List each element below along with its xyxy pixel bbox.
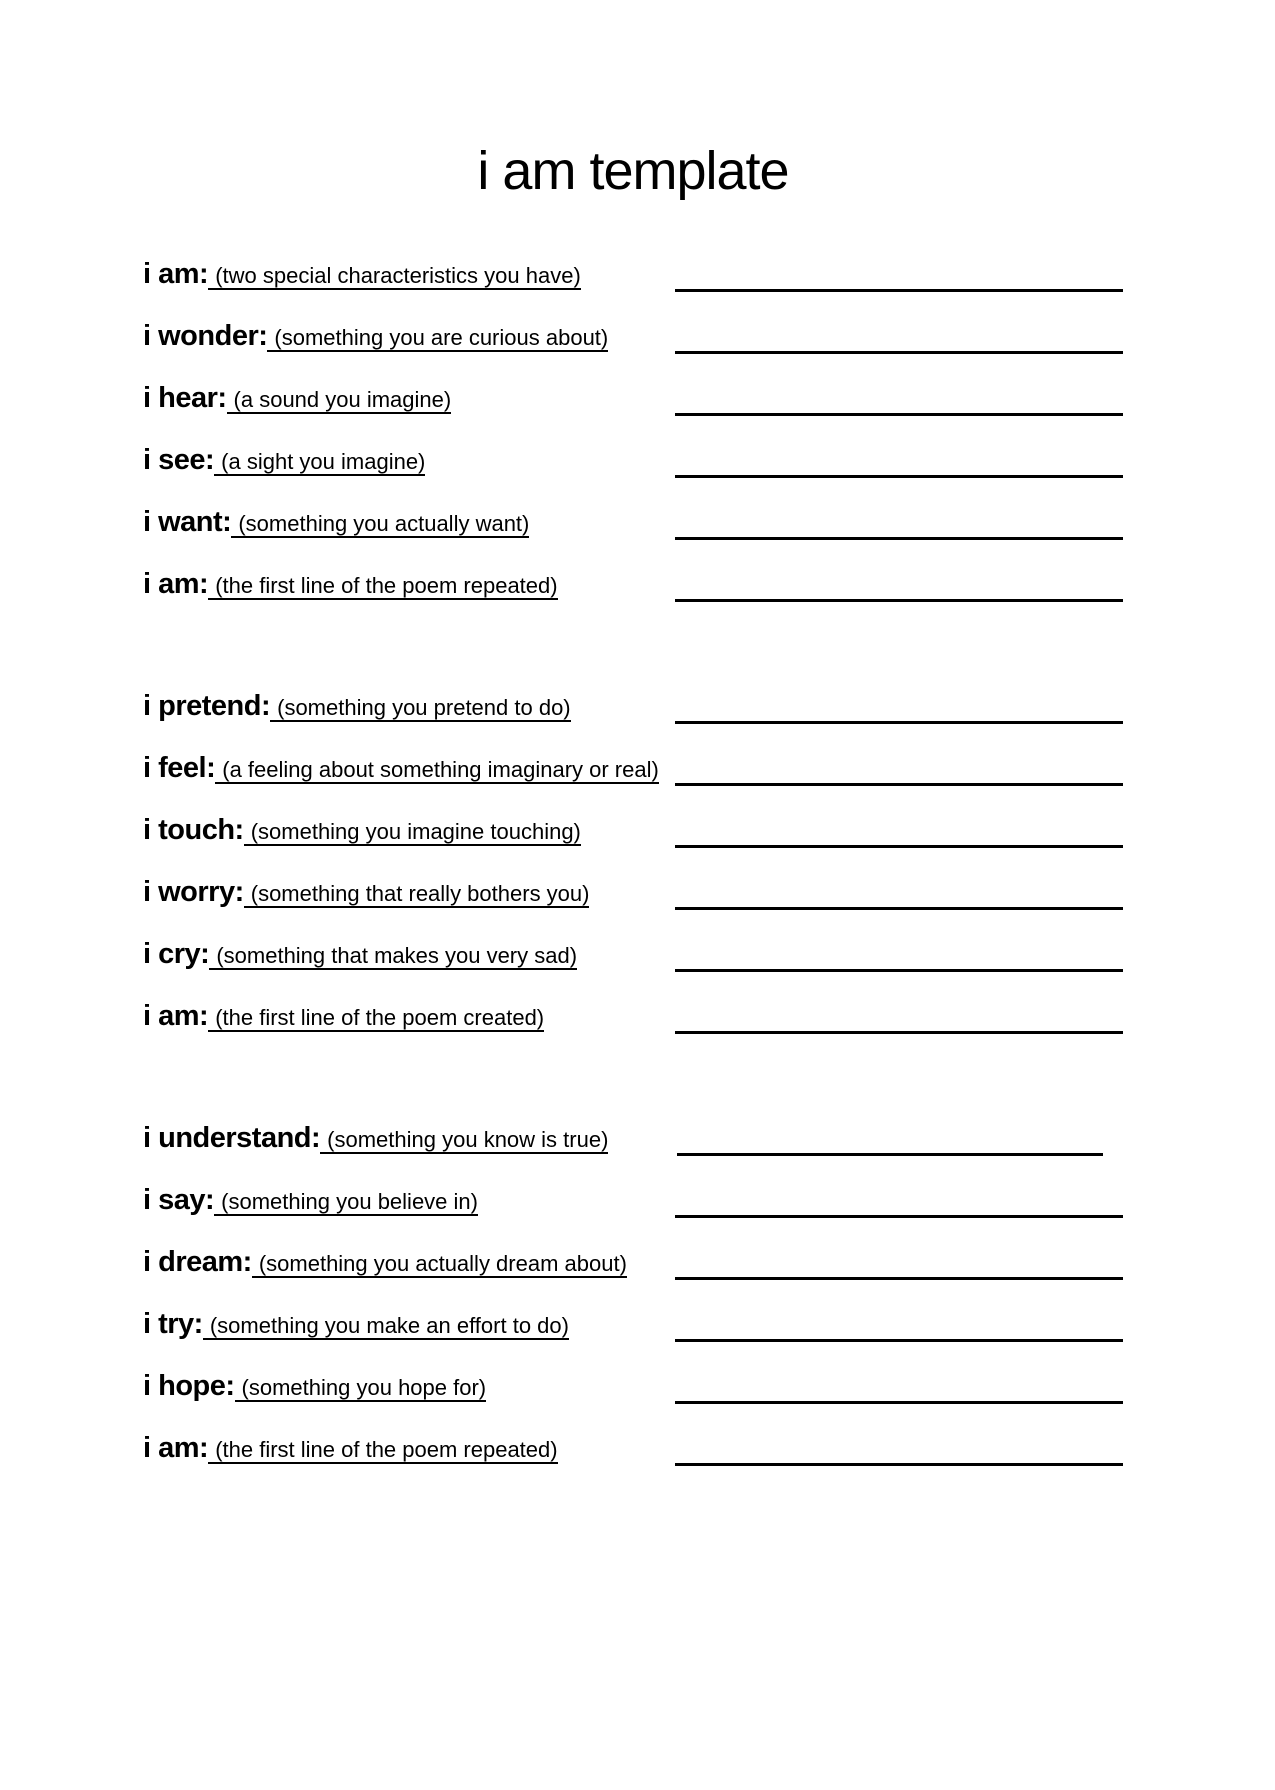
prompt-label: i pretend: <box>143 690 271 723</box>
answer-blank-line <box>675 1437 1123 1466</box>
prompt-hint: (something you are curious about) <box>267 325 608 352</box>
prompt <box>143 814 581 847</box>
prompt-hint: (something you imagine touching) <box>244 819 581 846</box>
prompt-hint: (something you actually dream about) <box>252 1251 627 1278</box>
stanza-3 <box>143 1122 1123 1494</box>
answer-blank-line <box>675 1375 1123 1404</box>
prompt <box>143 506 529 539</box>
prompt <box>143 1000 544 1033</box>
prompt-label: i want: <box>143 506 232 539</box>
answer-blank-line <box>675 1251 1123 1280</box>
poem-row <box>143 1370 1123 1432</box>
answer-blank-line <box>675 573 1123 602</box>
stanza-1 <box>143 258 1123 630</box>
poem-row <box>143 1432 1123 1494</box>
prompt-label: i feel: <box>143 752 216 785</box>
answer-blank-line <box>675 1005 1123 1034</box>
prompt <box>143 1122 608 1155</box>
prompt-hint: (two special characteristics you have) <box>208 263 581 290</box>
prompt-hint: (something you know is true) <box>320 1127 608 1154</box>
poem-row <box>143 690 1123 752</box>
answer-blank-line <box>675 1313 1123 1342</box>
prompt <box>143 258 581 291</box>
prompt-hint: (a sight you imagine) <box>214 449 425 476</box>
answer-blank-line <box>675 757 1123 786</box>
prompt <box>143 876 589 909</box>
prompt-hint: (the first line of the poem created) <box>208 1005 544 1032</box>
answer-blank-line <box>675 695 1123 724</box>
prompt <box>143 752 659 785</box>
prompt-label: i cry: <box>143 938 210 971</box>
prompt <box>143 382 451 415</box>
poem-row <box>143 258 1123 320</box>
answer-blank-line <box>675 943 1123 972</box>
prompt-label: i hope: <box>143 1370 235 1403</box>
prompt <box>143 938 577 971</box>
worksheet-page <box>0 140 1275 1790</box>
answer-blank-line <box>675 1189 1123 1218</box>
poem-row <box>143 1184 1123 1246</box>
prompt-hint: (the first line of the poem repeated) <box>208 573 557 600</box>
prompt-label: i say: <box>143 1184 215 1217</box>
prompt-label: i am: <box>143 1000 209 1033</box>
poem-row <box>143 1122 1123 1184</box>
prompt-label: i try: <box>143 1308 203 1341</box>
prompt-label: i hear: <box>143 382 227 415</box>
answer-blank-line <box>675 881 1123 910</box>
prompt <box>143 690 571 723</box>
prompt <box>143 1246 627 1279</box>
answer-blank-line <box>677 1127 1103 1156</box>
prompt-label: i worry: <box>143 876 244 909</box>
poem-row <box>143 1246 1123 1308</box>
prompt-label: i understand: <box>143 1122 321 1155</box>
prompt-hint: (something that really bothers you) <box>244 881 590 908</box>
prompt-hint: (a sound you imagine) <box>227 387 452 414</box>
poem-row <box>143 382 1123 444</box>
stanza-list <box>143 258 1123 1494</box>
poem-row <box>143 568 1123 630</box>
prompt-hint: (the first line of the poem repeated) <box>208 1437 557 1464</box>
poem-row <box>143 752 1123 814</box>
prompt <box>143 444 425 477</box>
prompt-label: i am: <box>143 1432 209 1465</box>
prompt-label: i am: <box>143 568 209 601</box>
answer-blank-line <box>675 387 1123 416</box>
prompt-hint: (a feeling about something imaginary or real) <box>215 757 659 784</box>
prompt <box>143 1184 478 1217</box>
prompt <box>143 1432 558 1465</box>
stanza-2 <box>143 690 1123 1062</box>
answer-blank-line <box>675 325 1123 354</box>
prompt-label: i see: <box>143 444 215 477</box>
prompt <box>143 1370 486 1403</box>
prompt-hint: (something that makes you very sad) <box>209 943 577 970</box>
answer-blank-line <box>675 263 1123 292</box>
prompt <box>143 1308 569 1341</box>
prompt-hint: (something you make an effort to do) <box>203 1313 569 1340</box>
poem-row <box>143 938 1123 1000</box>
poem-row <box>143 1308 1123 1370</box>
answer-blank-line <box>675 449 1123 478</box>
poem-row <box>143 506 1123 568</box>
prompt-label: i wonder: <box>143 320 268 353</box>
poem-row <box>143 320 1123 382</box>
page-title: i am template <box>477 141 789 201</box>
prompt-label: i dream: <box>143 1246 252 1279</box>
poem-row <box>143 876 1123 938</box>
prompt-hint: (something you hope for) <box>235 1375 487 1402</box>
answer-blank-line <box>675 511 1123 540</box>
poem-row <box>143 1000 1123 1062</box>
prompt-hint: (something you actually want) <box>231 511 529 538</box>
prompt-hint: (something you believe in) <box>214 1189 478 1216</box>
prompt <box>143 568 558 601</box>
prompt <box>143 320 608 353</box>
prompt-label: i touch: <box>143 814 244 847</box>
prompt-hint: (something you pretend to do) <box>270 695 571 722</box>
answer-blank-line <box>675 819 1123 848</box>
poem-row <box>143 444 1123 506</box>
poem-row <box>143 814 1123 876</box>
prompt-label: i am: <box>143 258 209 291</box>
